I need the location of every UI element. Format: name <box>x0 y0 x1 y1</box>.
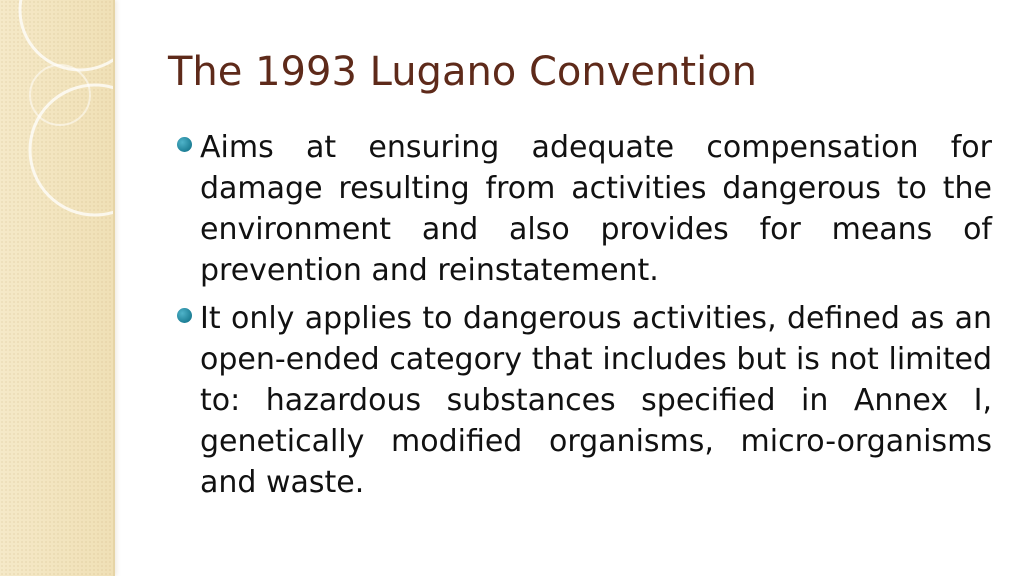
bullet-marker-icon <box>177 308 192 323</box>
bullet-text: It only applies to dangerous activities, defined as an open-ended category that includes but is not limited to: hazardous substances specified in Annex I, genetically modified organisms, micro-organisms and waste. <box>200 301 992 500</box>
bullet-text: Aims at ensuring adequate compensation for damage resulting from activities dangerous to the environment and also provides for means of prevention and reinstatement. <box>200 130 992 288</box>
slide-title: The 1993 Lugano Convention <box>168 49 758 95</box>
bullet-list <box>176 127 992 510</box>
decorative-side-band <box>0 0 115 576</box>
bullet-item <box>176 127 992 291</box>
bullet-marker-icon <box>177 137 192 152</box>
bullet-item <box>176 298 992 503</box>
swirl-decoration-icon <box>0 0 113 576</box>
